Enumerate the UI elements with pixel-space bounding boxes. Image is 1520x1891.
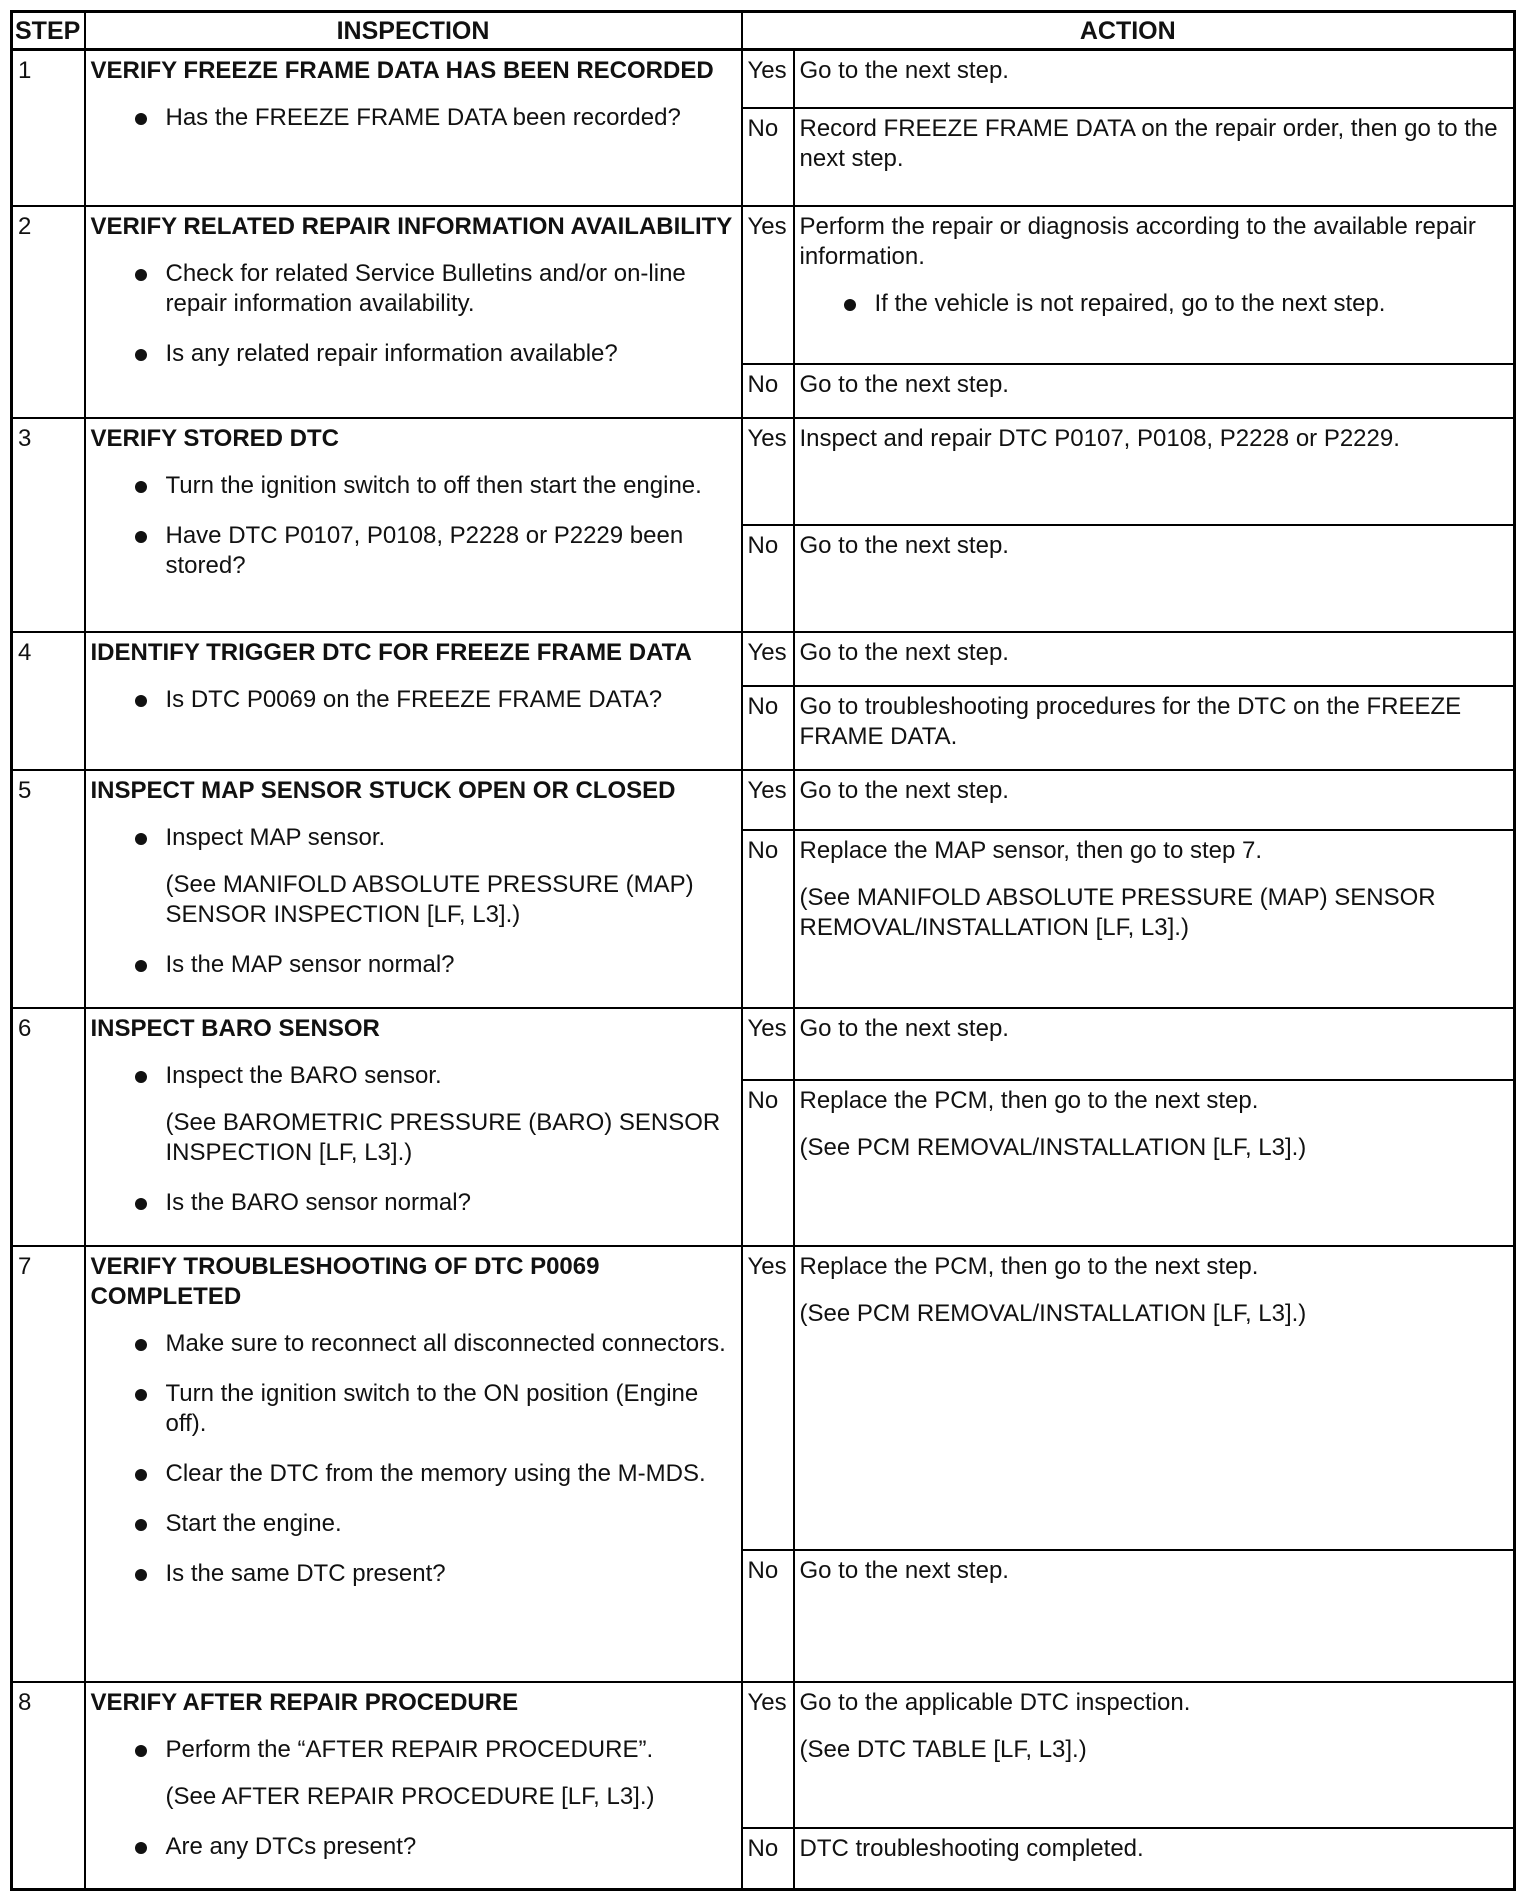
bullet-icon <box>135 1389 147 1401</box>
inspection-item: Make sure to reconnect all disconnected connectors. <box>91 1329 736 1359</box>
inspection-item: Is DTC P0069 on the FREEZE FRAME DATA? <box>91 685 736 715</box>
step-row <box>12 50 1515 108</box>
step-number: 6 <box>12 1008 85 1246</box>
step-inspection <box>85 1246 742 1682</box>
yes-label: Yes <box>742 50 794 108</box>
reference-note: (See MANIFOLD ABSOLUTE PRESSURE (MAP) SENSOR REMOVAL/INSTALLATION [LF, L3].) <box>799 883 1436 941</box>
step-inspection <box>85 1008 742 1246</box>
inspection-item: Are any DTCs present? <box>91 1832 736 1862</box>
no-label: No <box>742 830 794 1008</box>
step-number: 2 <box>12 206 85 418</box>
step-title: VERIFY FREEZE FRAME DATA HAS BEEN RECORDED <box>90 57 714 84</box>
step-title: VERIFY STORED DTC <box>90 424 339 452</box>
yes-action: Go to the applicable DTC inspection. (See DTC TABLE [LF, L3].) <box>794 1682 1515 1828</box>
step-number: 4 <box>12 632 85 770</box>
inspection-item: Turn the ignition switch to off then start the engine. <box>91 471 736 501</box>
reference-note: (See BAROMETRIC PRESSURE (BARO) SENSOR INSPECTION [LF, L3].) <box>165 1108 721 1166</box>
yes-action: Go to the next step. <box>794 50 1515 108</box>
bullet-icon <box>844 299 856 311</box>
bullet-icon <box>135 531 147 543</box>
inspection-item: Is the same DTC present? <box>91 1559 736 1589</box>
reference-note: (See AFTER REPAIR PROCEDURE [LF, L3].) <box>165 1782 655 1810</box>
action-sub-item: If the vehicle is not repaired, go to the next step. <box>800 289 1509 319</box>
step-row <box>12 1682 1515 1828</box>
inspection-item: Is the BARO sensor normal? <box>91 1188 736 1218</box>
inspection-item: Check for related Service Bulletins and/or on-line repair information availability. <box>91 259 736 319</box>
inspection-item: Inspect MAP sensor. <box>91 823 736 853</box>
no-action: Record FREEZE FRAME DATA on the repair order, then go to the next step. <box>794 108 1515 206</box>
no-action: Go to troubleshooting procedures for the DTC on the FREEZE FRAME DATA. <box>794 686 1515 770</box>
yes-label: Yes <box>742 206 794 364</box>
no-action: Replace the MAP sensor, then go to step 7. (See MANIFOLD ABSOLUTE PRESSURE (MAP) SENSOR REMOVAL/INSTALLATION [LF, L3].) <box>794 830 1515 1008</box>
no-action: Replace the PCM, then go to the next step. (See PCM REMOVAL/INSTALLATION [LF, L3].) <box>794 1080 1515 1246</box>
inspection-item: Start the engine. <box>91 1509 736 1539</box>
reference-note: (See DTC TABLE [LF, L3].) <box>799 1735 1087 1763</box>
no-label: No <box>742 1080 794 1246</box>
no-label: No <box>742 1550 794 1682</box>
reference-note: (See PCM REMOVAL/INSTALLATION [LF, L3].) <box>799 1299 1307 1327</box>
bullet-icon <box>135 960 147 972</box>
inspection-item: Turn the ignition switch to the ON position (Engine off). <box>91 1379 736 1439</box>
inspection-item: Have DTC P0107, P0108, P2228 or P2229 been stored? <box>91 521 736 581</box>
step-row <box>12 632 1515 686</box>
inspection-item: Perform the “AFTER REPAIR PROCEDURE”. <box>91 1735 736 1765</box>
bullet-icon <box>135 1519 147 1531</box>
inspection-item: Has the FREEZE FRAME DATA been recorded? <box>91 103 736 133</box>
step-title: VERIFY AFTER REPAIR PROCEDURE <box>90 1688 519 1716</box>
bullet-icon <box>135 269 147 281</box>
no-label: No <box>742 108 794 206</box>
step-number: 3 <box>12 418 85 632</box>
bullet-icon <box>135 1339 147 1351</box>
yes-action: Go to the next step. <box>794 632 1515 686</box>
reference-note: (See MANIFOLD ABSOLUTE PRESSURE (MAP) SENSOR INSPECTION [LF, L3].) <box>165 870 694 928</box>
header-step: STEP <box>12 12 85 50</box>
yes-action: Inspect and repair DTC P0107, P0108, P2228 or P2229. <box>794 418 1515 525</box>
no-action: Go to the next step. <box>794 1550 1515 1682</box>
step-inspection <box>85 632 742 770</box>
yes-action: Go to the next step. <box>794 1008 1515 1080</box>
yes-label: Yes <box>742 770 794 830</box>
step-number: 7 <box>12 1246 85 1682</box>
header-action: ACTION <box>742 12 1515 50</box>
inspection-item: Is any related repair information available? <box>91 339 736 369</box>
inspection-item: Inspect the BARO sensor. <box>91 1061 736 1091</box>
yes-action: Replace the PCM, then go to the next step. (See PCM REMOVAL/INSTALLATION [LF, L3].) <box>794 1246 1515 1550</box>
bullet-icon <box>135 833 147 845</box>
step-title: IDENTIFY TRIGGER DTC FOR FREEZE FRAME DATA <box>90 638 692 666</box>
inspection-item: Is the MAP sensor normal? <box>91 950 736 980</box>
bullet-icon <box>135 1745 147 1757</box>
bullet-icon <box>135 481 147 493</box>
bullet-icon <box>135 1842 147 1854</box>
yes-label: Yes <box>742 1682 794 1828</box>
step-row <box>12 418 1515 525</box>
step-number: 8 <box>12 1682 85 1890</box>
yes-label: Yes <box>742 632 794 686</box>
bullet-icon <box>135 1198 147 1210</box>
step-row <box>12 206 1515 364</box>
no-label: No <box>742 1828 794 1890</box>
diagnostic-procedure-table <box>10 10 1516 1891</box>
no-label: No <box>742 364 794 418</box>
yes-label: Yes <box>742 418 794 525</box>
no-label: No <box>742 686 794 770</box>
no-action: Go to the next step. <box>794 525 1515 632</box>
no-action: DTC troubleshooting completed. <box>794 1828 1515 1890</box>
step-title: INSPECT MAP SENSOR STUCK OPEN OR CLOSED <box>90 776 676 804</box>
inspection-item: Clear the DTC from the memory using the M-MDS. <box>91 1459 736 1489</box>
yes-label: Yes <box>742 1008 794 1080</box>
step-title: VERIFY TROUBLESHOOTING OF DTC P0069 COMPLETED <box>90 1252 600 1310</box>
bullet-icon <box>135 1469 147 1481</box>
step-inspection <box>85 418 742 632</box>
step-number: 5 <box>12 770 85 1008</box>
reference-note: (See PCM REMOVAL/INSTALLATION [LF, L3].) <box>799 1133 1307 1161</box>
step-number: 1 <box>12 50 85 206</box>
step-row <box>12 1008 1515 1080</box>
header-inspection: INSPECTION <box>85 12 742 50</box>
yes-action: Perform the repair or diagnosis according to the available repair information. If the vehicle is not repaired, go to the next step. <box>794 206 1515 364</box>
yes-action: Go to the next step. <box>794 770 1515 830</box>
step-row <box>12 1246 1515 1550</box>
bullet-icon <box>135 1569 147 1581</box>
step-title: VERIFY RELATED REPAIR INFORMATION AVAILABILITY <box>90 212 733 240</box>
step-inspection <box>85 770 742 1008</box>
header-row <box>12 12 1515 50</box>
step-title: INSPECT BARO SENSOR <box>90 1014 380 1042</box>
bullet-icon <box>135 695 147 707</box>
no-label: No <box>742 525 794 632</box>
step-inspection <box>85 206 742 418</box>
bullet-icon <box>135 349 147 361</box>
step-inspection <box>85 1682 742 1890</box>
bullet-icon <box>135 1071 147 1083</box>
yes-label: Yes <box>742 1246 794 1550</box>
no-action: Go to the next step. <box>794 364 1515 418</box>
bullet-icon <box>135 113 147 125</box>
step-row <box>12 770 1515 830</box>
step-inspection <box>85 50 742 206</box>
